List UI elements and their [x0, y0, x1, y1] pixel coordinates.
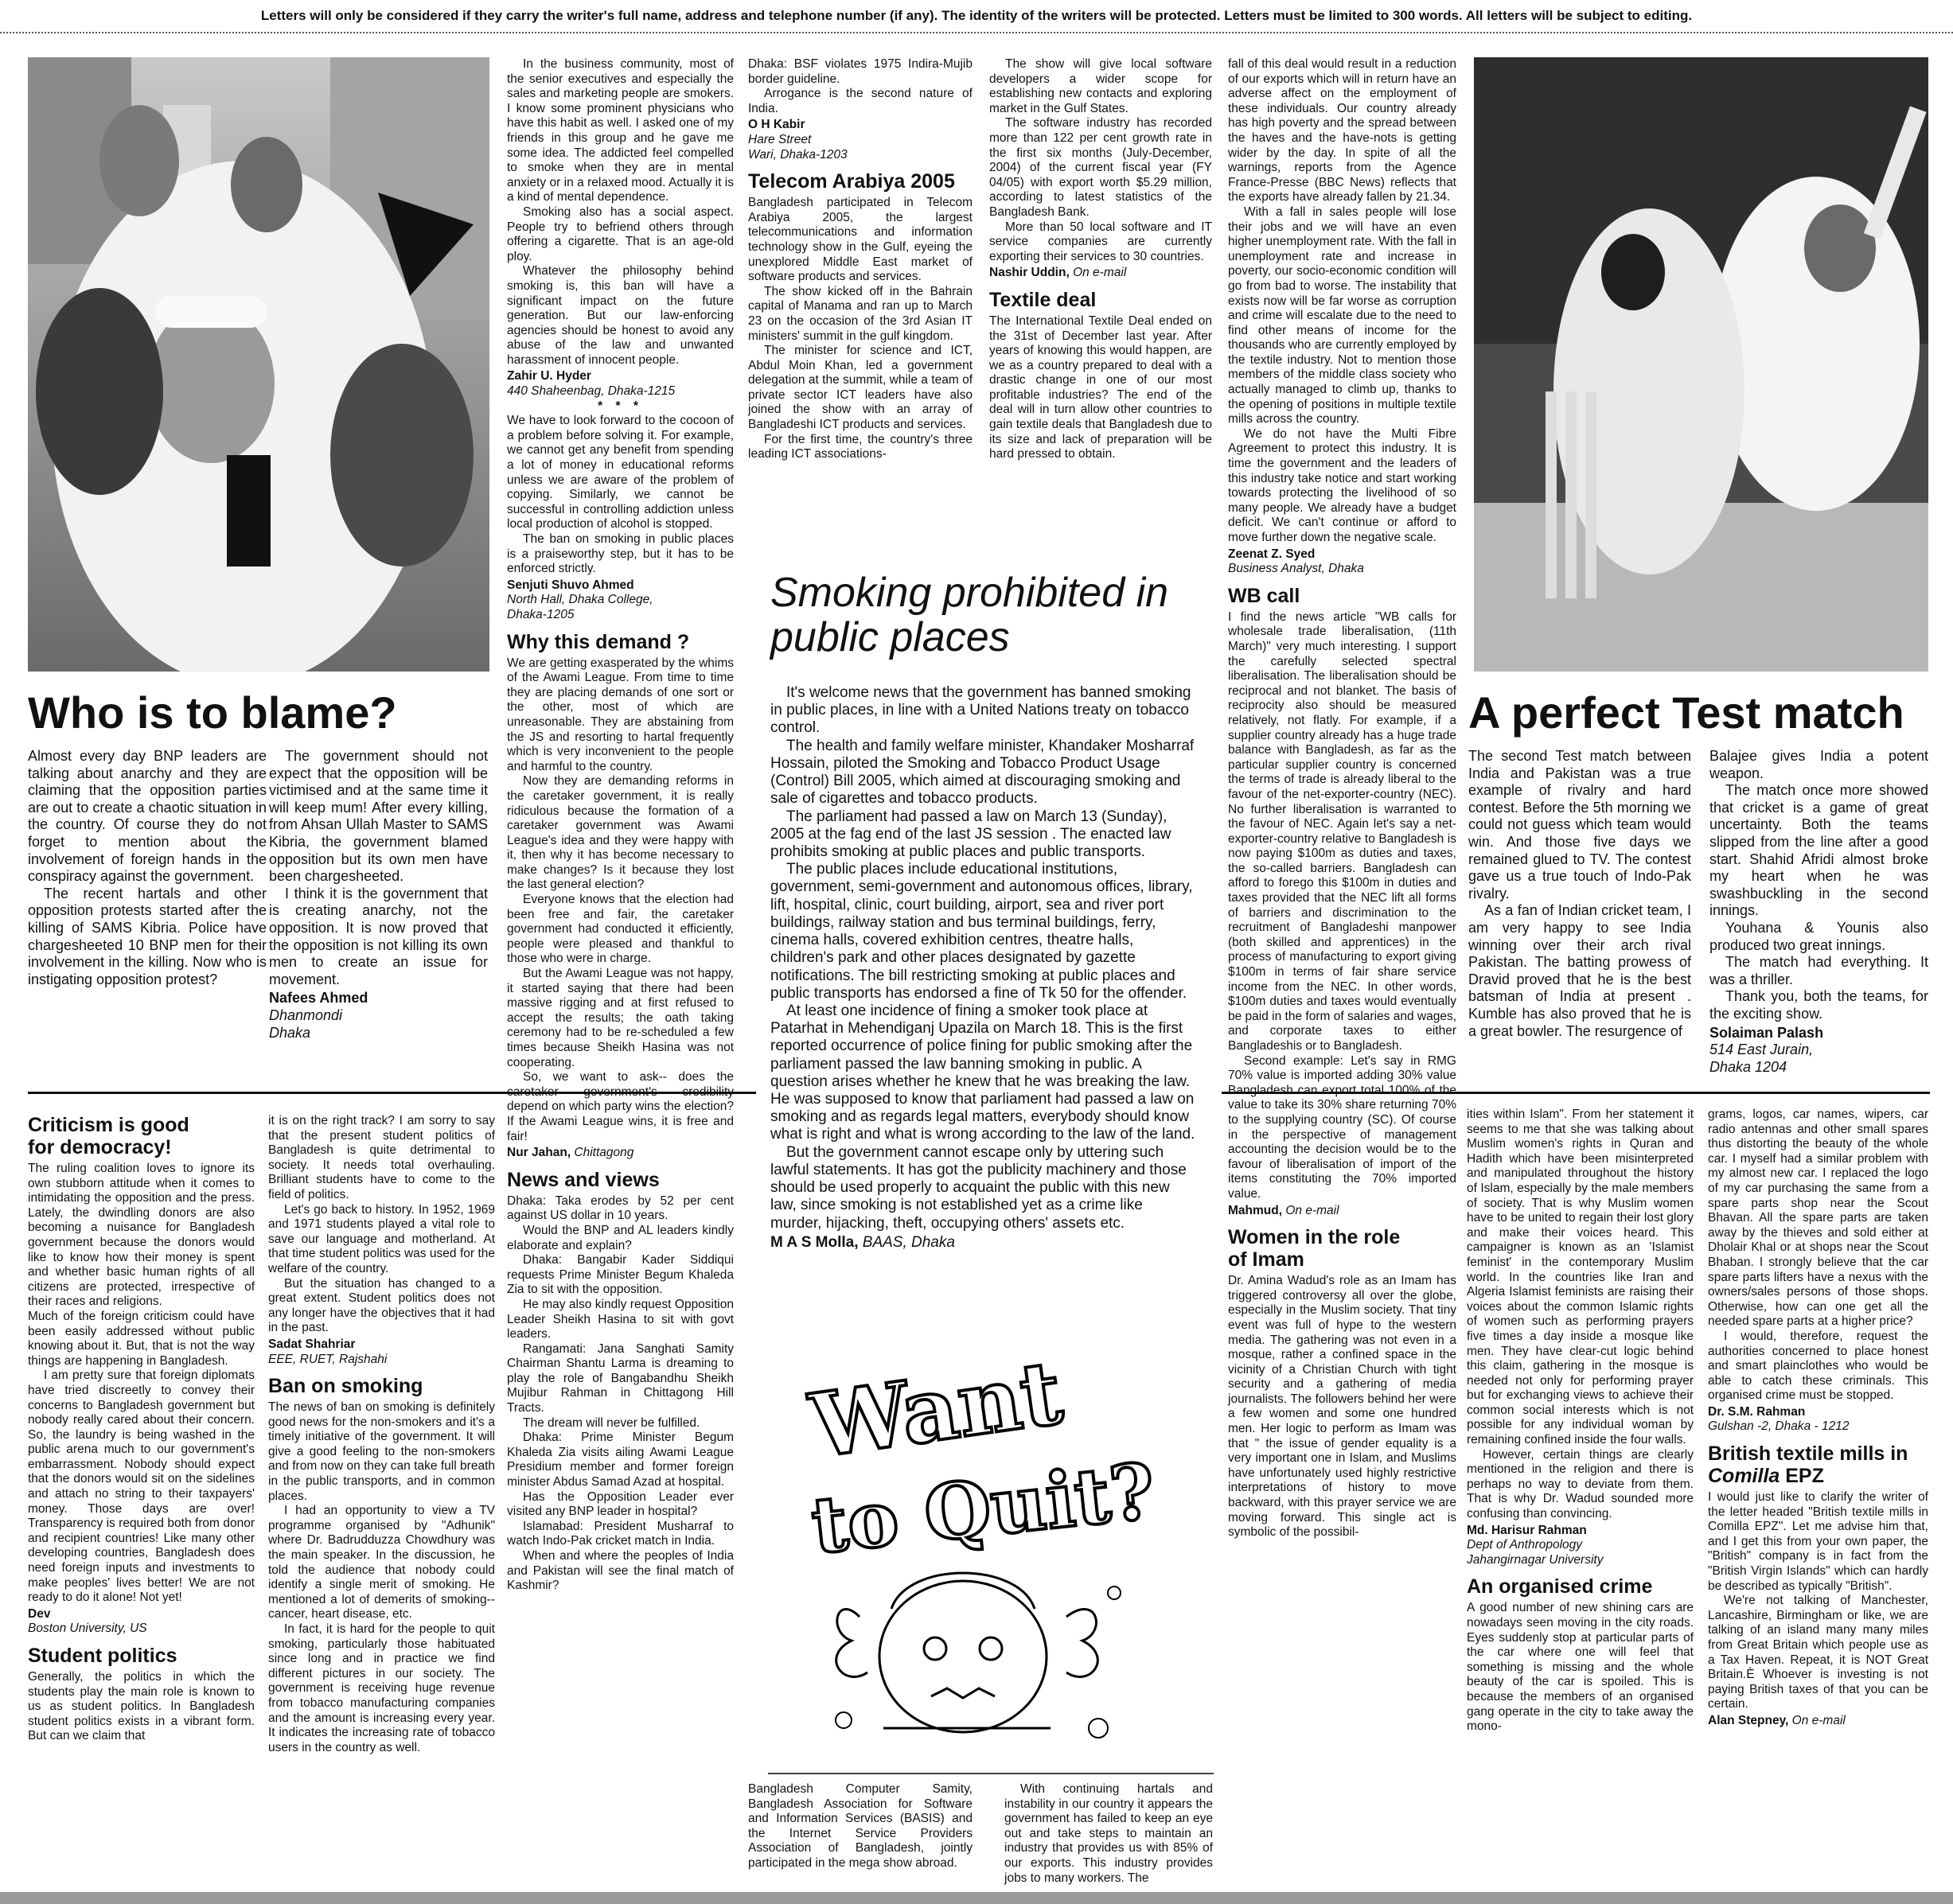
test-column-1: The second Test match between India and Pakistan was a true example of rivalry and hard contest. Before the 5th morning we could not guess which team would win. And those five days we remained glued to TV. The contest gave us a true touch of Indo-Pak rivalry. As a fan of Indian cricket team, I am very happy to see India winning over their arch rival Pakistan. The batting prowess of Dravid proved that he is the best batsman of India at present . Kumble has also proved that he is a great bowler. The resurgence of [1468, 748, 1691, 1039]
imam-continuation-column: ities within Islam". From her statement it seems to me that she was talking about Muslim women's rights in Quran and Hadith which have been misinterpreted and manipulated throughout the history of Islam, especially by the male members of society. That is why Muslim women have to be united to regain their lost glory and make their voices heard. This campaigner is known as an 'Islamist feminist' in the contemporary Muslim world. In the countries like Iran and Algeria Islamist feminists are raising their voices about the common Islamic rights of women such as performing prayers five times a day inside a mosque like men. They have clear-cut logic behind this claim, gathering in the mosque is needed not only for performing prayer but for exchanging views to achieve their common social interests which is not possible for any individual woman by remaining confined inside the four walls. However, certain things are clearly mentioned in the religion and there is perhaps no way to deviate from them. That is why Dr. Wadud sounded more confusing than convincing. Md. Harisur Rahman Dept of Anthropology Jahangirnagar University An organised crime A good number of new shining cars are nowadays seen moving in the city roads. Eyes suddenly stop at particular parts of the car where one will feel that something is missing and the whole beauty of the car is spoiled. This is because the members of an organised gang operate in the city to take away the mono- [1467, 1108, 1694, 1734]
blame-signature: Nafees Ahmed [269, 990, 368, 1007]
letters-policy-banner: Letters will only be considered if they carry the writer's full name, address and telephone number (if any). The identity of the writers will be protected. Letters must be limited to 300 words. All letters will be subject to editing. [0, 0, 1953, 33]
blame-column-2: The government should not expect that the opposition will be victimised and at the same time it will keep mum! After every killing, from Ahsan Ullah Master to SAMS Kibria, the government blamed opposition but its own men have been chargesheeted. I think it is the government that is creating anarchy, not the opposition. It is now proved that the opposition is not killing its own men to create an issue for movement. Nafees Ahmed Dhanmondi Dhaka [269, 748, 488, 1041]
crime-british-column: grams, logos, car names, wipers, car radio antennas and other small spares thus distorting the beauty of the whole car. I myself had a similar problem with my almost new car. I replaced the logo of my car purchasing the same from a spare parts shop near the Scout Bhavan. All the spare parts are taken away by the thieves and sold either at Dholair Khal or at shops near the Scout Bhaban. I strongly believe that the car spare parts lifters have a nexus with the owners/sales persons of those shops. Otherwise, how can one get all the needed spare parts at a higher price? I would, therefore, request the authorities concerned to place honest and smart plainclothes who would be able to catch these criminals. This organised crime must be stopped. Dr. S.M. Rahman Gulshan -2, Dhaka - 1212 British textile mills in Comilla EPZ I would just like to clarify the writer of the letter headed "British textile mills in Comilla EPZ". Let me advise him that, and I get this from your own paper, the "British" company is in fact from the "British Virgin Islands" which can hardly be described as typically "British". We're not talking of Manchester, Lancashire, Birmingham or like, we are talking of an island many many miles from Great Britain which people use as a Tax Haven. Repeat, it is NOT Great Britain.È Whoever is investing is not paying British taxes of that you can be certain. Alan Stepney, On e-mail [1708, 1108, 1928, 1727]
textile-continuation: With continuing hartals and instability in our country it appears the government has failed to keep an eye out and take steps to maintain an industry that provides us with 85% of our exports. This industry provides jobs to many workers. The [1004, 1782, 1213, 1885]
heading-criticism-democracy: Criticism is good for democracy! [28, 1114, 189, 1158]
heading-student-politics: Student politics [28, 1645, 177, 1667]
letters-column-smokers: In the business community, most of the senior executives and especially the sales and marketing people are smokers. I know some prominent physicians who have this habit as well. I asked one of my friends in this group and he gave me some idea. The addicted feel compelled to smoke when they are in mental anxiety or in a relaxed mood. Actually it is a kind of mental dependence. Smoking also has a social aspect. People try to befriend others through offering a cigarette. That is an age-old ploy. Whatever the philosophy behind smoking is, this ban will have a significant impact on the future generation. But our law-enforcing agencies should be honest to avoid any abuse of the law and unwanted harassment of innocent people. Zahir U. Hyder 440 Shaheenbag, Dhaka-1215 * * * We have to look forward to the cocoon of a problem before solving it. For example, we cannot get any benefit from spending a lot of money in educational reforms unless we are aware of the problem of copying. Similarly, we cannot be successful in controlling addiction unless local production of alcohol is stopped. The ban on smoking in public places is a praiseworthy step, but it has to be enforced strictly. Senjuti Shuvo Ahmed North Hall, Dhaka College, Dhaka-1205 Why this demand ? We are getting exasperated by the whims of the Awami League. From time to time they are placing demands of one sort or the other, most of which are unreasonable. They are abstaining from the JS and resorting to hartal frequently which is very inconvenient to the people and harmful to the country. Now they are demanding reforms in the caretaker government, it is really ridiculous because the formation of a caretaker government was Awami League's idea and they were happy with it, then why it has become necessary to make changes? Is it because they lost the last general election? Everyone knows that the election had been free and fair, the caretaker government had conducted it efficiently, people were pleased and thankful to those who were in charge. But the Awami League was not happy, it started saying that there had been massive rigging and at first refused to accept the results; the oath taking ceremony had to be re-scheduled a few times because Sheikh Hasina was not cooperating. So, we want to ask-- does the caretaker government's credibility depend on which party wins the election? If the Awami League wins, it is free and fair! Nur Jahan, Chittagong News and views Dhaka: Taka erodes by 52 per cent against US dollar in 10 years. Would the BNP and AL leaders kindly elaborate and explain? Dhaka: Bangabir Kader Siddiqui requests Prime Minister Begum Khaleda Zia to sit with the opposition. He may also kindly request Opposition Leader Sheikh Hasina to sit with govt leaders. Rangamati: Jana Sanghati Samity Chairman Shantu Larma is dreaming to play the role of Bangabandhu Sheikh Mujibur Rahman in Chittagong Hill Tracts. The dream will never be fulfilled. Dhaka: Prime Minister Begum Khaleda Zia visits ailing Awami League Presidium member and former foreign minister Abdus Samad Azad at hospital. Has the Opposition Leader ever visited any BNP leader in hospital? Islamabad: President Musharraf to watch Indo-Pak cricket match in India. When and where the peoples of India and Pakistan will see the final match of Kashmir? [507, 57, 734, 1593]
heading-telecom-arabiya: Telecom Arabiya 2005 [748, 170, 955, 193]
heading-wb-call: WB call [1228, 584, 1300, 607]
cartoon-word-quit: to Quit? [807, 1446, 1160, 1571]
criticism-column: Criticism is good for democracy! The ruling coalition loves to ignore its own stubborn attitude when it comes to intimidating the opposition and the press. Lately, the dwindling donors are also becoming a nuisance for Bangladesh government because the donors would like to know how their money is spent and whether basic human rights of all citizens are protected, irrespective of their races and religions. Much of the foreign criticism could have been easily addressed without public knowing about it. But, that is not the way things are happening in Bangladesh. I am pretty sure that foreign diplomats have tried discreetly to convey their concerns to Bangladesh government but nobody really cared about their concern. So, the laundry is being washed in the public arena much to our government's embarrassment. Nobody should expect that the donors would sit on the sidelines and attach no string to their taxpayers' money. Those days are over! Transparency is required both from donor and recipient countries! Like many other developing countries, Bangladesh does need foreign inputs and investments to make peoples' lives better! We are not ready to do it alone! Not yet! Dev Boston University, US Student politics Generally, the politics in which the students play the main role is known to us as student politics. In Bangladesh student politics exists in a vibrant form. But can we claim that [28, 1114, 255, 1743]
protest-photo [28, 57, 489, 672]
headline-smoking-prohibited: Smoking prohibited in public places [770, 570, 1169, 660]
letters-column-telecom: Dhaka: BSF violates 1975 Indira-Mujib border guideline. Arrogance is the second nature of India. O H Kabir Hare Street Wari, Dhaka-1203 Telecom Arabiya 2005 Bangladesh participated in Telecom Arabiya 2005, the largest telecommunications and information technology show in the Gulf, eyeing the unexplored Middle East market of software products and services. The show kicked off in the Bahrain capital of Manama and ran up to March 23 on the occasion of the 3rd Asian IT ministers' summit in the gulf kingdom. The minister for science and ICT, Abdul Moin Khan, led a government delegation at the summit, while a team of private sector ICT leaders have also joined the show with an array of Bangladeshi ICT products and services. For the first time, the country's three leading ICT associations- [748, 57, 973, 461]
headline-who-is-to-blame: Who is to blame? [28, 687, 397, 738]
heading-textile-deal: Textile deal [989, 288, 1097, 311]
cartoon-rule [768, 1773, 1214, 1774]
letters-column-wb-call: fall of this deal would result in a reduction of our exports which will in return have an adverse affect on the employment of these individuals. Our country already has high poverty and the spread between the haves and the have-nots is getting wider by the day. In spite of all the warnings, reports from the Agence France-Presse (BBC News) reflects that the exports have already fallen by 21.34. With a fall in sales people will lose their jobs and we will have an even higher unemployment rate. With the fall in unemployment rate and increase in poverty, our socio-economic condition will go from bad to worse. The instability that exists now will be far worse as corruption and crime will escalate due to the need to find other means of income for the thousands who are currently employed by the textile industry. Not to mention those members of the middle class society who actually managed to climb up, thanks to the opening of positions in multiple textile mills across the country. We do not have the Multi Fibre Agreement to protect this industry. It is time the government and the leaders of this industry take notice and start working towards protecting the livelihood of so many people. We already have a budget deficit. We can't continue or afford to move further down the negative scale. Zeenat Z. Syed Business Analyst, Dhaka WB call I find the news article "WB calls for wholesale trade liberalisation, (11th March)" very much interesting. I support the carefully selected spectral liberalisation. The liberalisation should be reciprocal and not blanket. The basis of reciprocity also should be measured relatively, not flatly. For example, if a supplier country already has a huge trade balance with Bangladesh, as far as the particular supplier country is concerned the terms of trade is already liberal to the favour of the net-exporter-country (NEC). No further liberalisation is warranted to the favour of NEC. Again let's say a net-exporter-country relative to Bangladesh is now paying $100m as duties and taxes, the so-called barriers. Bangladesh can afford to forego this $100m in duties and taxes provided that the NEC lift all forms of barriers and discrimination to the recruitment of Bangladeshi manpower (both skilled and apprentices) in the process of manufacturing to export giving $100m in terms of fair share service income from the NEC. In other words, $100m duties and taxes would eventually be paid in the form of salaries and wages, and corporate taxes to either Bangladeshis or to Bangladesh. Second example: Let's say in RMG 70% value is imported adding 30% value Bangladesh can export total 100% of the value to take its 30% share returning 70% to the supplying country (SC). Of course in the perspective of management accounting the decision would be to the favour of liberalisation of import of the items constituting the 70% imported value. Mahmud, On e-mail Women in the role of Imam Dr. Amina Wadud's role as an Imam has triggered controversy all over the globe, especially in the Muslim society. That tiny event was full of hype to the western media. The gathering was not even in a mosque, rather a confined space in the vicinity of a Christian Church with tight security and a gathering of media journalists. The followers behind her were a few women and some one hundred men. Her logic to perform as Imam was that " the issue of gender equality is a very important one in Islam, and Muslims have unfortunately used highly restrictive interpretations of history to move backward, with this prayer service we are moving forward. This single act is symbolic of the possibil- [1228, 57, 1456, 1540]
telecom-continuation: Bangladesh Computer Samity, Bangladesh Association for Software and Information Services (BASIS) and the Internet Service Providers Association of Bangladesh, jointly participated in the mega show abroad. [748, 1782, 973, 1870]
heading-british-textile-mills: British textile mills in Comilla EPZ [1708, 1443, 1908, 1488]
heading-ban-on-smoking: Ban on smoking [268, 1375, 423, 1398]
heading-why-this-demand: Why this demand ? [507, 630, 690, 653]
headline-perfect-test-match: A perfect Test match [1468, 687, 1904, 738]
cartoon-word-want: Want [805, 1354, 1069, 1478]
letters-column-textile: The show will give local software developers a wider scope for establishing new contacts and exploring market in the Gulf States. The software industry has recorded more than 122 per cent growth rate in the first six months (July-December, 2004) of the current fiscal year (FY 04/05) with export worth $5.29 million, according to latest statistics of the Bangladesh Bank. More than 50 local software and IT service companies are currently exporting their services to 30 countries. Nashir Uddin, On e-mail Textile deal The International Textile Deal ended on the 31st of December last year. After years of knowing this would happen, are we as a country prepared to deal with a drastic change in one of our most profitable industries? The end of the deal will in turn allow other countries to gain textile deals that Bangladesh due to its size and lack of preparation will be hard pressed to obtain. [989, 57, 1212, 461]
test-column-2: Balajee gives India a potent weapon. The match once more showed that cricket is a game of great uncertainty. Both the teams slipped from the line after a good start. Shahid Afridi almost broke my heart when he was swashbuckling in the second innings. Youhana & Younis also produced two great innings. The match had everything. It was a thriller. Thank you, both the teams, for the exciting show. Solaiman Palash 514 East Jurain, Dhaka 1204 [1709, 748, 1928, 1075]
blame-column-1: Almost every day BNP leaders are talking about anarchy and they are claiming that the opposition parties are out to create a chaotic situation in the country. Of course they do not forget to mention about the involvement of foreign hands in the conspiracy against the government. The recent hartals and other opposition protests started after the killing of SAMS Kibria. Police have chargesheeted 10 BNP men for their involvement in the killing. Now who is instigating opposition protest? [28, 748, 267, 987]
heading-organised-crime: An organised crime [1467, 1575, 1653, 1598]
cricket-photo [1474, 57, 1928, 672]
page-bottom-rule [0, 1892, 1953, 1904]
smoking-article-body: It's welcome news that the government has banned smoking in public places, in line with a United Nations treaty on tobacco control. The health and family welfare minister, Khandaker Mosharraf Hossain, piloted the Smoking and Tobacco Product Usage (Control) Bill 2005, which aimed at discouraging smoking and sale of cigarettes and tobacco products. The parliament had passed a law on March 13 (Sunday), 2005 at the fag end of the last JS session . The enacted law prohibits smoking at public places and public transports. The public places include educational institutions, government, semi-government and autonomous offices, library, lift, hospital, clinic, court building, airport, sea and river port buildings, railway station and bus terminal buildings, ferry, cinema halls, covered exhibition centres, theatre halls, children's park and other places designated by gazette notifications. The bill restricting smoking at public places and public transports has endorsed a fine of Tk 50 for the offender. At least one incidence of fining a smoker took place at Patarhat in Mehendiganj Upazila on March 18. This is the first reported occurrence of police fining for public smoking after the parliament passed the law banning smoking in public. A question arises whether he knew that he was breaking the law. He was supposed to know that parliament had passed a law on smoking and as regards legal matters, everybody should know what is right and what is wrong according to the law of the land. But the government cannot escape only by uttering such lawful statements. It has got the publicity machinery and those should be used properly to acquaint the public with this new law, since smoking is not established yet as a crime like murder, hijacking, theft, occupying others' assets etc. M A S Molla, BAAS, Dhaka [770, 684, 1195, 1251]
heading-women-imam: Women in the role of Imam [1228, 1226, 1401, 1271]
student-ban-column: it is on the right track? I am sorry to say that the present student politics of Bangladesh is quite detrimental to society. It needs total overhauling. Brilliant students have to come to the field of politics. Let's go back to history. In 1952, 1969 and 1971 students played a vital role to save our language and motherland. At that time student politics was used for the welfare of the country. But the situation has changed to a great extent. Student politics does not any longer have the objectives that it had in the past. Sadat Shahriar EEE, RUET, Rajshahi Ban on smoking The news of ban on smoking is definitely good news for the non-smokers and it's a timely initiative of the government. It will give a good feeling to the non-smokers and from now on they can take full breath in the public transports, and in common places. I had an opportunity to view a TV programme organised by "Adhunik" where Dr. Badrudduzza Chowdhury was the main speaker. In the discussion, he told the audience that nobody could identify a single merit of smoking. He mentioned a lot of demerits of smoking--cancer, heart disease, etc. In fact, it is hard for the people to quit smoking, particularly those habituated since long and in practice we find different pictures in our society. The government is receiving huge revenue from tobacco manufacturing companies and the amount is increasing every year. It indicates the increasing rate of tobacco users in the country as well. [268, 1114, 495, 1754]
want-to-quit-cartoon [764, 1354, 1194, 1768]
heading-news-and-views: News and views [507, 1168, 660, 1191]
